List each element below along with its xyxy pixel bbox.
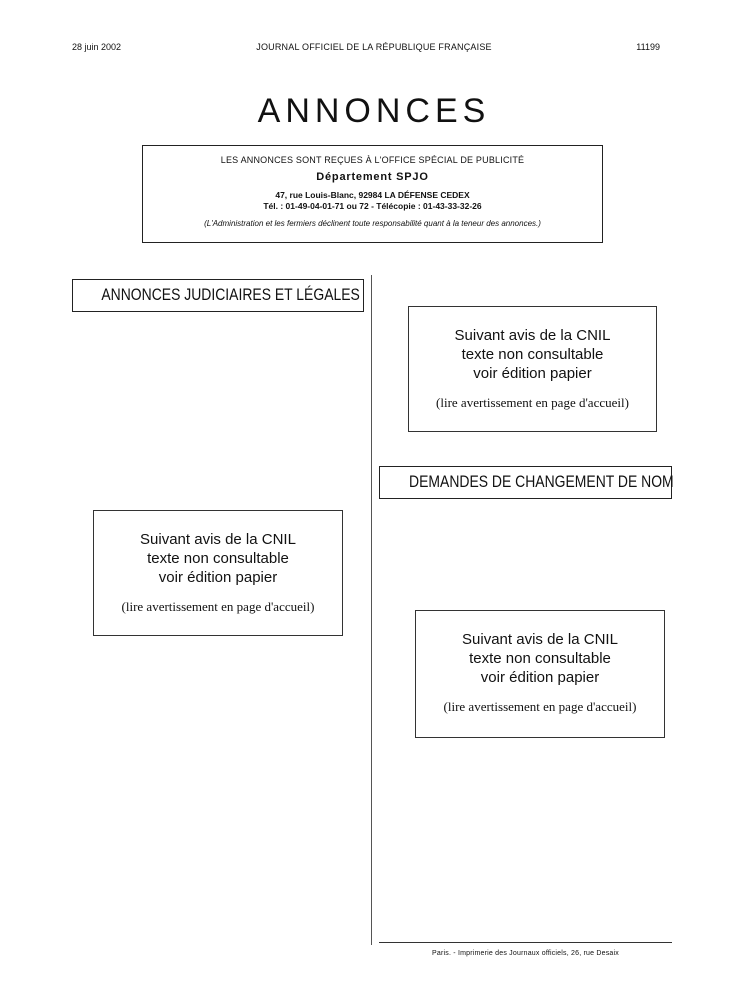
info-line-reception: LES ANNONCES SONT REÇUES À L'OFFICE SPÉCIAL DE PUBLICITÉ [220, 155, 525, 165]
header-date: 28 juin 2002 [72, 42, 122, 52]
cnil-line-3: voir édition papier [473, 365, 592, 382]
section-heading-legal [72, 279, 364, 312]
cnil-notice-box [415, 610, 665, 738]
cnil-line-3: voir édition papier [480, 669, 600, 686]
column-divider [371, 275, 372, 945]
section-heading-name-change [379, 466, 672, 499]
journal-title: JOURNAL OFFICIEL DE LA RÉPUBLIQUE FRANÇAISE [256, 42, 492, 52]
page-number: 11199 [636, 42, 660, 52]
cnil-line-1: Suivant avis de la CNIL [140, 531, 296, 548]
cnil-note: (lire avertissement en page d'accueil) [436, 395, 629, 410]
cnil-note: (lire avertissement en page d'accueil) [121, 599, 315, 614]
section-heading-name-change-label: DEMANDES DE CHANGEMENT DE NOM [409, 472, 674, 491]
cnil-line-2: texte non consultable [461, 346, 604, 363]
cnil-line-2: texte non consultable [147, 550, 289, 567]
info-box [142, 145, 603, 243]
info-line-department: Département SPJO [316, 171, 429, 183]
cnil-line-2: texte non consultable [469, 650, 611, 667]
cnil-notice-box [408, 306, 657, 432]
cnil-notice-box [93, 510, 343, 636]
info-line-phone: Tél. : 01-49-04-01-71 ou 72 - Télécopie : 01-43-33-32-26 [263, 201, 482, 211]
section-heading-legal-label: ANNONCES JUDICIAIRES ET LÉGALES [101, 285, 360, 304]
cnil-line-3: voir édition papier [158, 569, 278, 586]
footer-rule [379, 942, 672, 943]
printer-imprint: Paris. - Imprimerie des Journaux officiels, 26, rue Desaix [432, 950, 619, 957]
page-title: ANNONCES [257, 92, 491, 130]
cnil-line-1: Suivant avis de la CNIL [462, 631, 618, 648]
cnil-note: (lire avertissement en page d'accueil) [443, 699, 637, 714]
info-line-disclaimer: (L'Administration et les fermiers déclinent toute responsabilité quant à la teneur des annonces.) [204, 219, 541, 228]
cnil-line-1: Suivant avis de la CNIL [454, 327, 611, 344]
info-line-address: 47, rue Louis-Blanc, 92984 LA DÉFENSE CEDEX [275, 190, 470, 200]
